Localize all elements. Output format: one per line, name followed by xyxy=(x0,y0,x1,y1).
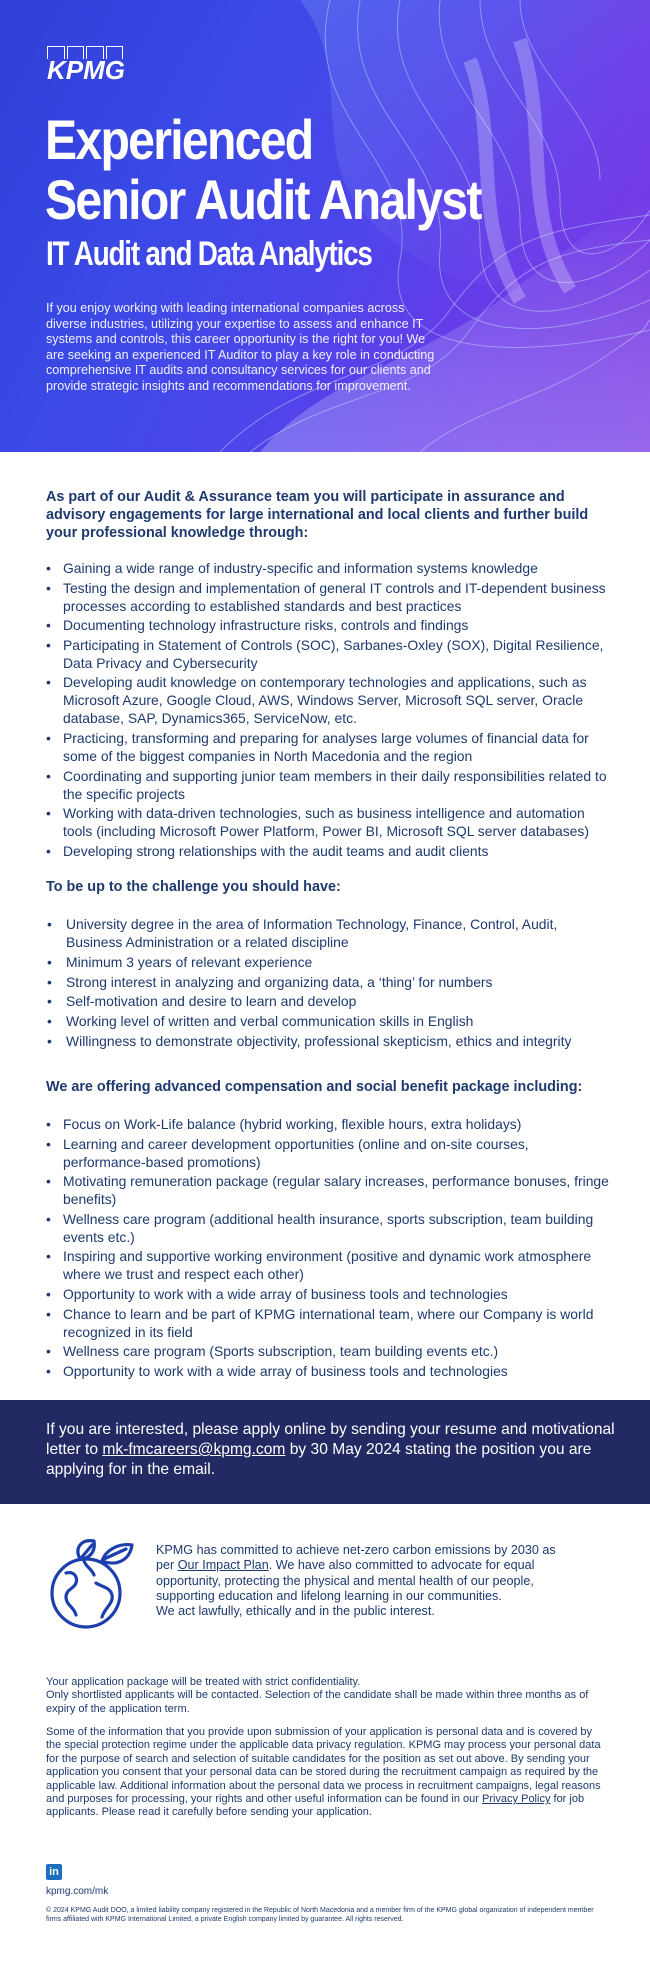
list-item: • Developing strong relationships with the audit teams and audit clients xyxy=(46,842,611,860)
list-item: • Working level of written and verbal communication skills in English xyxy=(46,1012,611,1030)
commitment-text-before: KPMG has committed to achieve net-zero carbon emissions by 2030 as per xyxy=(156,1543,556,1573)
participation-heading: As part of our Audit & Assurance team you will participate in assurance and advisory engagements for large international and local clients and further build your professional knowledge through: xyxy=(46,489,589,541)
list-item: • Working with data-driven technologies, such as business intelligence and automation tools (including Microsoft Power Platform, Power BI, Microsoft SQL server databases) xyxy=(46,804,611,840)
list-item: • Inspiring and supportive working environment (positive and dynamic work atmosphere where we trust and respect each other) xyxy=(46,1247,611,1283)
globe-leaves-icon xyxy=(44,1537,138,1633)
list-item: • Learning and career development opportunities (online and on-site courses, performance-based promotions) xyxy=(46,1135,611,1171)
requirements-list xyxy=(46,915,611,1052)
list-item: • Developing audit knowledge on contemporary technologies and applications, such as Microsoft Azure, Google Cloud, AWS, Windows Server, Microsoft SQL server, Oracle database, SAP, Dynamics365, ServiceNow, etc. xyxy=(46,673,611,727)
kpmg-logo xyxy=(47,46,125,85)
hero-banner xyxy=(0,0,650,452)
commitment-text xyxy=(156,1543,576,1619)
list-item: • Wellness care program (additional health insurance, sports subscription, team building events etc.) xyxy=(46,1210,611,1246)
kpmg-logo-text: KPMG xyxy=(47,55,125,85)
list-item: • Focus on Work-Life balance (hybrid working, flexible hours, extra holidays) xyxy=(46,1115,611,1133)
benefits-list xyxy=(46,1115,611,1381)
list-item: • Motivating remuneration package (regular salary increases, performance bonuses, fringe benefits) xyxy=(46,1172,611,1208)
job-title xyxy=(45,110,481,230)
list-item: • Willingness to demonstrate objectivity, professional skepticism, ethics and integrity xyxy=(46,1032,611,1050)
apply-text-after: by 30 May 2024 stating the position you are applying for in the email. xyxy=(46,1441,592,1478)
linkedin-icon[interactable]: in xyxy=(46,1864,62,1880)
job-title-line2: Senior Audit Analyst xyxy=(45,168,481,231)
list-item: • Participating in Statement of Controls (SOC), Sarbanes-Oxley (SOX), Digital Resilience, Data Privacy and Cybersecurity xyxy=(46,636,611,672)
privacy-text-before: Some of the information that you provide upon submission of your application is personal data and is covered by the special protection regime under the applicable data privacy regulation. KPMG may process your personal data for the purpose of search and selection of suitable candidates for the position as set out above. By sending your application you consent that your personal data can be stored during the recruitment campaign as required by the applicable law. Additional information about the personal data we process in recruitment campaigns, legal reasons and purposes for processing, your rights and other useful information can be found in our xyxy=(46,1726,601,1806)
list-item: • Testing the design and implementation of general IT controls and IT-dependent business processes according to established standards and best practices xyxy=(46,579,611,615)
requirements-heading: To be up to the challenge you should have: xyxy=(46,879,341,895)
intro-paragraph: If you enjoy working with leading international companies across diverse industries, utilizing your expertise to assess and enhance IT systems and controls, this career opportunity is the right for you! We are seeking an experienced IT Auditor to play a key role in conducting comprehensive IT audits and consultancy services for our clients and provide strategic insights and recommendations for improvement. xyxy=(46,301,435,393)
apply-text xyxy=(46,1420,616,1480)
list-item: • Minimum 3 years of relevant experience xyxy=(46,953,611,971)
list-item: • Chance to learn and be part of KPMG international team, where our Company is world recognized in its field xyxy=(46,1305,611,1341)
list-item: • Wellness care program (Sports subscription, team building events etc.) xyxy=(46,1342,611,1360)
confidentiality-line: Your application package will be treated with strict confidentiality. xyxy=(46,1676,361,1688)
list-item: • University degree in the area of Information Technology, Finance, Control, Audit, Business Administration or a related discipline xyxy=(46,915,611,951)
commitment-line2: We act lawfully, ethically and in the public interest. xyxy=(156,1604,435,1619)
privacy-text-after: for job applicants. Please read it carefully before sending your application. xyxy=(46,1793,585,1819)
privacy-policy-link[interactable]: Privacy Policy xyxy=(481,1793,551,1806)
list-item: • Strong interest in analyzing and organizing data, a ‘thing’ for numbers xyxy=(46,973,611,991)
impact-plan-link[interactable]: Our Impact Plan xyxy=(177,1558,269,1573)
list-item: • Gaining a wide range of industry-specific and information systems knowledge xyxy=(46,559,611,577)
job-subtitle: IT Audit and Data Analytics xyxy=(46,235,372,273)
benefits-heading: We are offering advanced compensation and social benefit package including: xyxy=(46,1079,583,1095)
apply-email-link[interactable]: mk-fmcareers@kpmg.com xyxy=(102,1441,286,1458)
job-title-line1: Experienced xyxy=(45,108,313,171)
list-item: • Opportunity to work with a wide array of business tools and technologies xyxy=(46,1285,611,1303)
list-item: • Opportunity to work with a wide array of business tools and technologies xyxy=(46,1362,611,1380)
confidentiality-note xyxy=(46,1676,608,1716)
apply-text-before: If you are interested, please apply online by sending your resume and motivational letter to xyxy=(46,1421,615,1458)
list-item: • Coordinating and supporting junior team members in their daily responsibilities related to the specific projects xyxy=(46,767,611,803)
shortlisted-line: Only shortlisted applicants will be contacted. Selection of the candidate shall be made within three months as of expiry of the application term. xyxy=(46,1689,589,1715)
apply-banner xyxy=(0,1400,650,1504)
privacy-note xyxy=(46,1726,608,1820)
commitment-text-after: . We have also committed to advocate for equal opportunity, protecting the physical and mental health of our people, supporting education and lifelong learning in our communities. xyxy=(156,1558,535,1603)
list-item: • Practicing, transforming and preparing for analyses large volumes of financial data for some of the biggest companies in North Macedonia and the region xyxy=(46,729,611,765)
list-item: • Self-motivation and desire to learn and develop xyxy=(46,992,611,1010)
list-item: • Documenting technology infrastructure risks, controls and findings xyxy=(46,616,611,634)
copyright-text: © 2024 KPMG Audit DOO, a limited liability company registered in the Republic of North Macedonia and a member firm of the KPMG global organization of independent member firms affiliated with KPMG International Limited, a private English company limited by guarantee. All rights reserved. xyxy=(46,1907,594,1923)
participation-list xyxy=(46,559,611,861)
website-link[interactable]: kpmg.com/mk xyxy=(46,1886,109,1897)
